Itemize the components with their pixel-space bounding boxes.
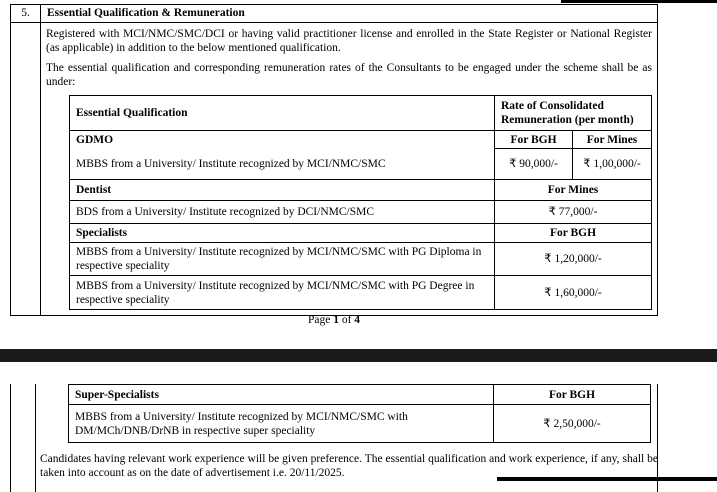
experience-note-paragraph: Candidates having relevant work experience will be given preference. The essential qualification and work experience, if any, shall be taken into account as on the date of advertisement i.e. 20/11/2025. bbox=[40, 453, 658, 479]
registration-requirement-paragraph: Registered with MCI/NMC/SMC/DCI or having valid practitioner license and enrolled in the State Register or National Register (as applicable) in addition to the below mentioned qualification. bbox=[46, 28, 652, 54]
section-number-empty-cell bbox=[11, 23, 41, 316]
footer-of-word: of bbox=[341, 314, 352, 326]
section-number-cell: 5. bbox=[11, 5, 41, 23]
gdmo-mines-label-cell: For Mines bbox=[573, 131, 652, 149]
dentist-category-cell: Dentist bbox=[70, 180, 495, 201]
footer-page-word: Page bbox=[307, 314, 331, 326]
remuneration-intro-paragraph: The essential qualification and corresponding remuneration rates of the Consultants to be engaged under the scheme shall be as under: bbox=[46, 62, 652, 88]
section-body-row bbox=[11, 23, 658, 316]
dentist-qualification-cell: BDS from a University/ Institute recognized by DCI/NMC/SMC bbox=[70, 201, 495, 224]
pg-degree-rate-cell: ₹ 1,60,000/- bbox=[495, 276, 652, 310]
super-specialists-category-row bbox=[69, 385, 651, 405]
specialists-location-cell: For BGH bbox=[495, 224, 652, 243]
super-specialists-qualification-row bbox=[69, 405, 651, 443]
pg-diploma-row bbox=[70, 243, 652, 276]
gdmo-mines-rate-cell: ₹ 1,00,000/- bbox=[573, 149, 652, 180]
section-heading-row bbox=[11, 5, 658, 23]
section-5-table bbox=[10, 4, 658, 316]
gdmo-category-row bbox=[70, 131, 652, 149]
outer-table-left-border-continuation bbox=[10, 384, 11, 492]
outer-table-number-column-border-continuation bbox=[35, 384, 36, 492]
super-specialists-rate-cell: ₹ 2,50,000/- bbox=[494, 405, 651, 443]
section-heading-cell: Essential Qualification & Remuneration bbox=[41, 5, 658, 23]
specialists-category-cell: Specialists bbox=[70, 224, 495, 243]
pg-diploma-rate-cell: ₹ 1,20,000/- bbox=[495, 243, 652, 276]
super-specialists-category-cell: Super-Specialists bbox=[69, 385, 494, 405]
table-header-row bbox=[70, 96, 652, 131]
super-specialists-table bbox=[68, 384, 651, 443]
specialists-category-row bbox=[70, 224, 652, 243]
gdmo-bgh-label-cell: For BGH bbox=[495, 131, 573, 149]
dentist-rate-cell: ₹ 77,000/- bbox=[495, 201, 652, 224]
page-footer bbox=[10, 313, 658, 327]
footer-total-pages: 4 bbox=[354, 314, 361, 326]
cutoff-next-table-border bbox=[497, 477, 717, 481]
gdmo-qualification-cell: MBBS from a University/ Institute recognized by MCI/NMC/SMC bbox=[70, 149, 495, 180]
dentist-qualification-row bbox=[70, 201, 652, 224]
pg-diploma-qualification-cell: MBBS from a University/ Institute recognized by MCI/NMC/SMC with PG Diploma in respective speciality bbox=[70, 243, 495, 276]
gdmo-bgh-rate-cell: ₹ 90,000/- bbox=[495, 149, 573, 180]
pg-degree-row bbox=[70, 276, 652, 310]
header-rate-cell: Rate of Consolidated Remuneration (per month) bbox=[495, 96, 652, 131]
gdmo-category-cell: GDMO bbox=[70, 131, 495, 149]
dentist-location-cell: For Mines bbox=[495, 180, 652, 201]
cutoff-previous-table-border bbox=[561, 0, 717, 3]
pg-degree-qualification-cell: MBBS from a University/ Institute recognized by MCI/NMC/SMC with PG Degree in respective speciality bbox=[70, 276, 495, 310]
super-specialists-location-cell: For BGH bbox=[494, 385, 651, 405]
header-qualification-cell: Essential Qualification bbox=[70, 96, 495, 131]
section-content-cell bbox=[41, 23, 658, 316]
gdmo-qualification-row bbox=[70, 149, 652, 180]
footer-page-number: 1 bbox=[333, 314, 339, 326]
page-break-separator bbox=[0, 349, 717, 362]
super-specialists-qualification-cell: MBBS from a University/ Institute recognized by MCI/NMC/SMC with DM/MCh/DNB/DrNB in respective super speciality bbox=[69, 405, 494, 443]
dentist-category-row bbox=[70, 180, 652, 201]
remuneration-table bbox=[69, 95, 652, 310]
